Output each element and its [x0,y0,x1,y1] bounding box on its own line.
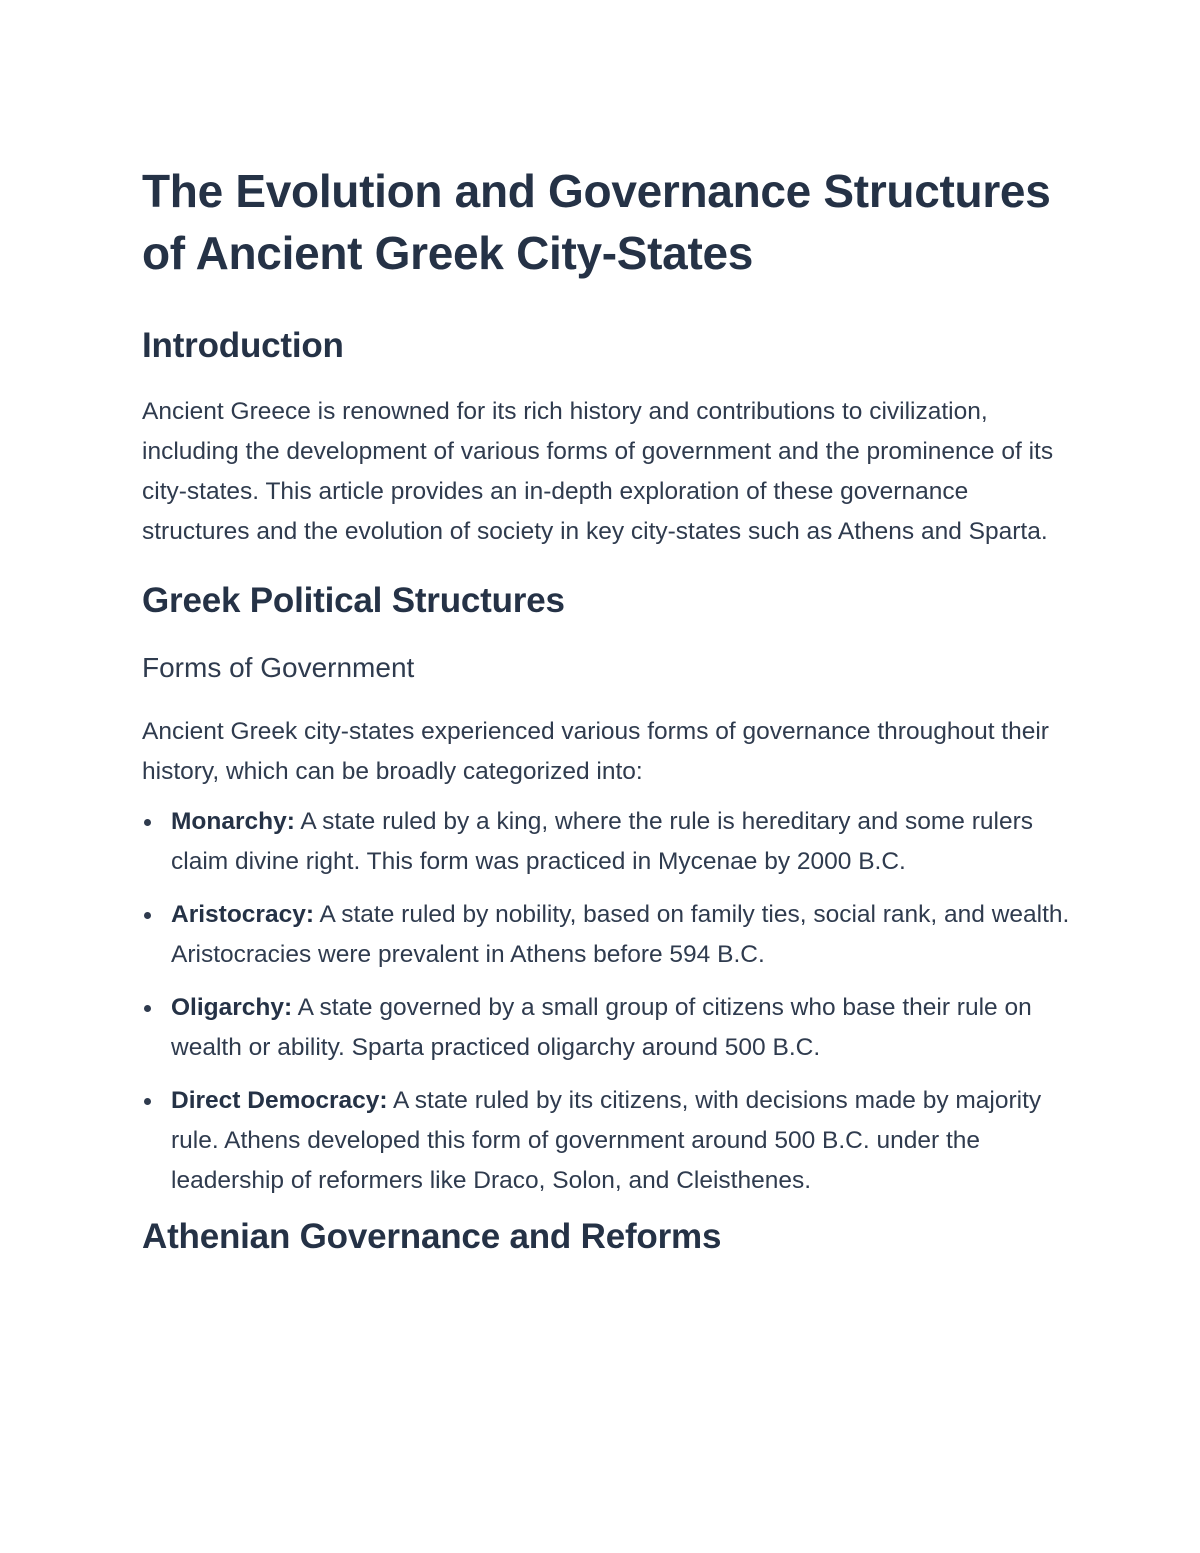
bullet-icon [144,1098,151,1105]
forms-paragraph: Ancient Greek city-states experienced various forms of governance throughout their history, which can be broadly categorized into: [142,718,1049,785]
section-heading-introduction: Introduction [142,326,344,365]
bullet-icon [144,1005,151,1012]
document-page [142,160,1072,1260]
definition-direct-democracy: A state ruled by its citizens, with decisions made by majority rule. Athens developed this form of government around 500 B.C. under the leadership of reformers like Draco, Solon, and Cleisthenes. [171,1087,1042,1194]
definition-oligarchy: A state governed by a small group of citizens who base their rule on wealth or ability. Sparta practiced oligarchy around 500 B.C. [171,994,1032,1061]
term-direct-democracy: Direct Democracy: [171,1087,388,1114]
government-forms-list [142,802,1072,1201]
definition-monarchy: A state ruled by a king, where the rule is hereditary and some rulers claim divine right. This form was practiced in Mycenae by 2000 B.C. [171,808,1034,875]
bullet-icon [144,912,151,919]
list-item-direct-democracy [142,1081,1072,1201]
list-item-monarchy [142,802,1072,882]
definition-aristocracy: A state ruled by nobility, based on family ties, social rank, and wealth. Aristocracies were prevalent in Athens before 594 B.C. [171,901,1070,968]
bullet-icon [144,819,151,826]
term-monarchy: Monarchy: [171,808,295,835]
list-item-oligarchy [142,988,1072,1068]
introduction-paragraph: Ancient Greece is renowned for its rich history and contributions to civilization, including the development of various forms of government and the prominence of its city-states. This article provides an in-depth exploration of these governance structures and the evolution of society in key city-states such as Athens and Sparta. [142,398,1054,545]
section-heading-political-structures: Greek Political Structures [142,581,565,620]
page-title: The Evolution and Governance Structures of Ancient Greek City-States [142,165,1051,279]
subheading-forms-of-government: Forms of Government [142,652,415,683]
section-heading-athenian-governance: Athenian Governance and Reforms [142,1217,722,1256]
term-oligarchy: Oligarchy: [171,994,293,1021]
list-item-aristocracy [142,895,1072,975]
term-aristocracy: Aristocracy: [171,901,314,928]
